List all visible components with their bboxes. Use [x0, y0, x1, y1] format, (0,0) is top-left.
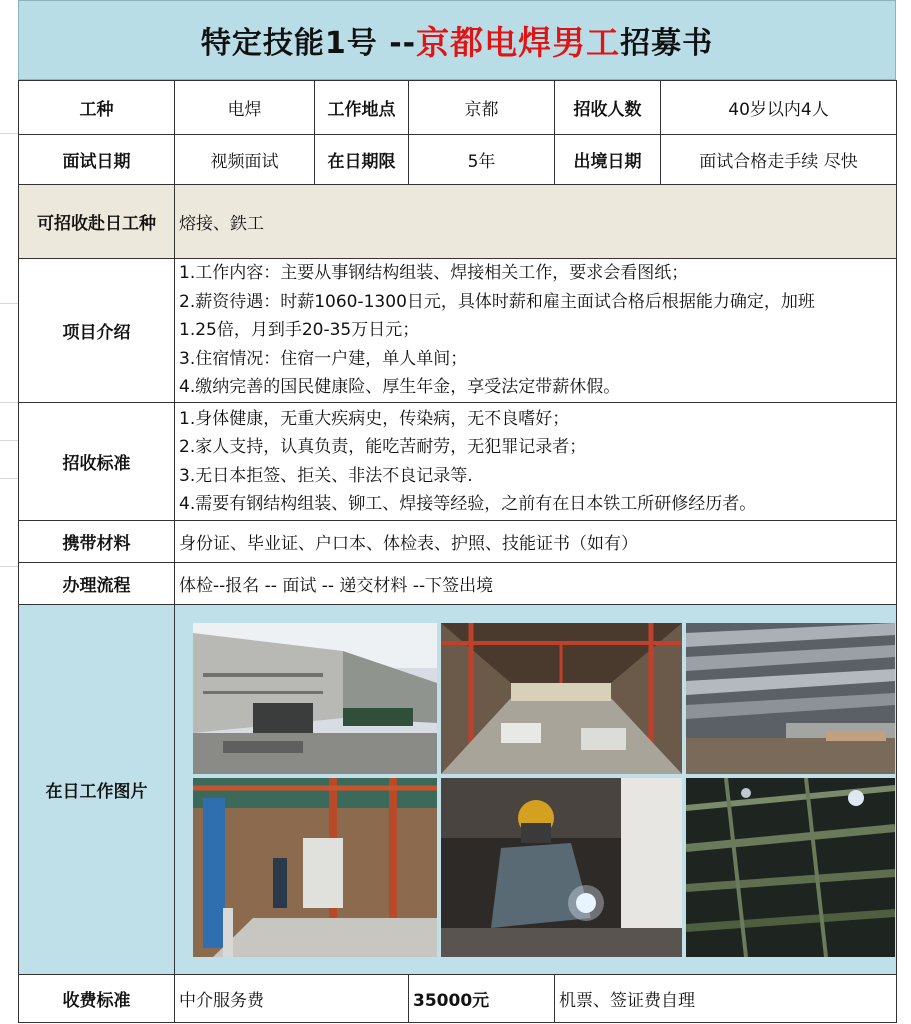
title-highlight: 京都电焊男工 — [416, 22, 621, 62]
welder-photo — [441, 778, 682, 957]
info-table — [18, 80, 897, 1023]
gutter-line — [0, 402, 18, 403]
assembly-area-photo — [193, 778, 437, 957]
workshop-interior-photo — [441, 623, 682, 774]
spreadsheet-gutter — [0, 0, 18, 1024]
steel-beams-photo — [686, 623, 895, 774]
table-row — [19, 521, 897, 563]
photo-grid — [193, 623, 896, 957]
stay-period-value: 5年 — [409, 135, 555, 185]
interview-date-label: 面试日期 — [19, 135, 175, 185]
standard-line: 2.家人支持，认真负责，能吃苦耐劳，无犯罪记录者； — [179, 437, 587, 457]
headcount-label: 招收人数 — [555, 81, 661, 135]
steel-frame-photo — [686, 778, 895, 957]
standard-line: 3.无日本拒签、拒关、非法不良记录等. — [179, 465, 473, 486]
job-type-value: 电焊 — [175, 81, 315, 135]
project-line: 1.25倍，月到手20-35万日元； — [179, 320, 420, 341]
table-row — [19, 259, 897, 403]
page-title — [18, 0, 896, 80]
table-row — [19, 975, 897, 1023]
table-row — [19, 135, 897, 185]
process-label: 办理流程 — [19, 563, 175, 605]
job-type-label: 工种 — [19, 81, 175, 135]
fee-amount: 35000元 — [409, 975, 555, 1023]
title-prefix: 特定技能1号 -- — [200, 26, 417, 61]
gutter-line — [0, 566, 18, 567]
photos-label: 在日工作图片 — [19, 605, 175, 975]
materials-label: 携带材料 — [19, 521, 175, 563]
project-line: 4.缴纳完善的国民健康险、厚生年金，享受法定带薪休假。 — [179, 377, 621, 398]
standard-line: 1.身体健康，无重大疾病史，传染病，无不良嗜好； — [179, 408, 570, 429]
fee-label: 收费标准 — [19, 975, 175, 1023]
materials-value: 身份证、毕业证、户口本、体检表、护照、技能证书（如有） — [175, 521, 897, 563]
factory-exterior-photo — [193, 623, 437, 774]
trades-value: 熔接、鉄工 — [175, 185, 897, 259]
process-value: 体检--报名 -- 面试 -- 递交材料 --下签出境 — [175, 563, 897, 605]
project-line: 3.住宿情况：住宿一户建，单人单间； — [179, 348, 468, 369]
trades-label: 可招收赴日工种 — [19, 185, 175, 259]
gutter-line — [0, 303, 18, 304]
table-row — [19, 605, 897, 975]
standard-details — [175, 403, 897, 521]
recruitment-sheet — [18, 0, 896, 1024]
departure-date-label: 出境日期 — [555, 135, 661, 185]
project-label: 项目介绍 — [19, 259, 175, 403]
standard-label: 招收标准 — [19, 403, 175, 521]
gutter-line — [0, 440, 18, 441]
fee-note: 机票、签证费自理 — [555, 975, 897, 1023]
departure-date-value: 面试合格走手续 尽快 — [661, 135, 897, 185]
project-line: 1.工作内容：主要从事钢结构组装、焊接相关工作，要求会看图纸； — [179, 263, 689, 284]
fee-item: 中介服务费 — [175, 975, 409, 1023]
gutter-line — [0, 478, 18, 479]
location-value: 京都 — [409, 81, 555, 135]
table-row — [19, 563, 897, 605]
gutter-line — [0, 133, 18, 134]
stay-period-label: 在日期限 — [315, 135, 409, 185]
interview-date-value: 视频面试 — [175, 135, 315, 185]
table-row — [19, 185, 897, 259]
project-details — [175, 259, 897, 403]
photos-cell — [175, 605, 897, 975]
title-suffix: 招募书 — [620, 26, 714, 61]
headcount-value: 40岁以内4人 — [661, 81, 897, 135]
table-row — [19, 81, 897, 135]
table-row — [19, 403, 897, 521]
location-label: 工作地点 — [315, 81, 409, 135]
project-line: 2.薪资待遇：时薪1060-1300日元，具体时薪和雇主面试合格后根据能力确定，加班 — [179, 291, 815, 312]
standard-line: 4.需要有钢结构组装、铆工、焊接等经验，之前有在日本铁工所研修经历者。 — [179, 494, 757, 514]
